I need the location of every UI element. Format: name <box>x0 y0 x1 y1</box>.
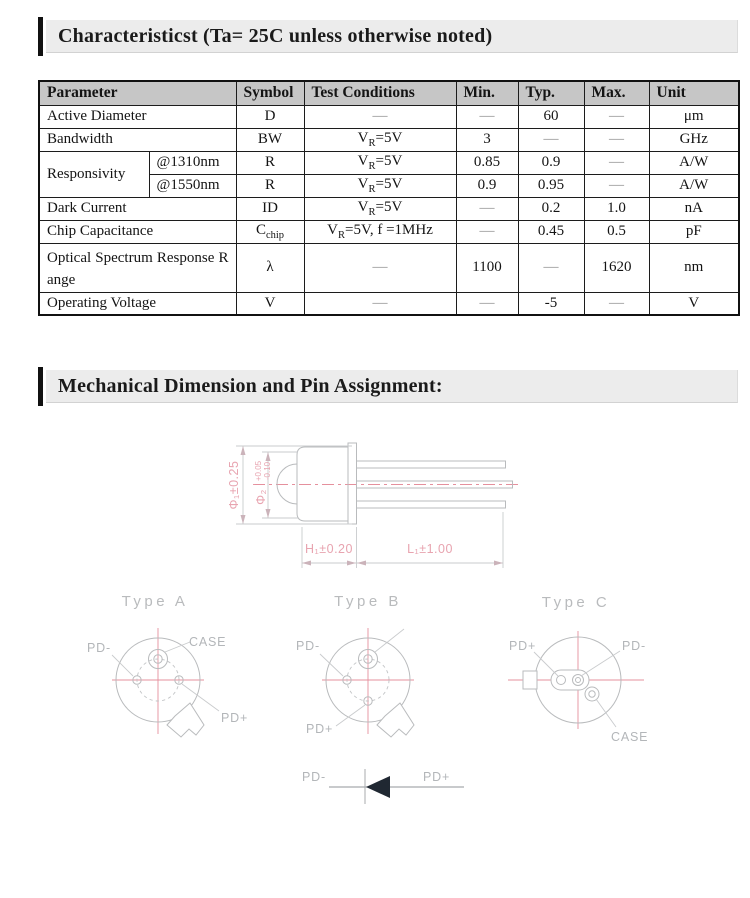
dim-label-phi1: Φ₁±0.25 <box>227 460 241 510</box>
type-a-pd-minus-label: PD- <box>87 641 111 655</box>
symbol-cell: BW <box>236 128 304 151</box>
section-title-mechanical: Mechanical Dimension and Pin Assignment: <box>46 370 738 403</box>
dim-arrow <box>241 515 246 524</box>
leader-line <box>375 629 404 652</box>
max-cell: — <box>584 174 649 197</box>
leader-line <box>320 654 343 676</box>
cond-cell: $V_R=5V$, f =1MHz <box>304 220 456 243</box>
pinout-type-c <box>508 594 648 744</box>
table-row <box>39 220 739 243</box>
case-tab <box>167 703 204 737</box>
case-tab <box>523 671 537 689</box>
max-cell: — <box>584 128 649 151</box>
min-cell: — <box>456 292 518 315</box>
min-cell: — <box>456 105 518 128</box>
cond-cell: — <box>304 292 456 315</box>
typ-cell: 0.2 <box>518 197 584 220</box>
min-cell: — <box>456 197 518 220</box>
type-a-pd-plus-label: PD+ <box>221 711 249 725</box>
param-group-cell: Responsivity <box>39 151 149 197</box>
cond-cell: $V_R=5V$ <box>304 151 456 174</box>
dim-arrow <box>266 509 271 518</box>
unit-cell: μm <box>649 105 739 128</box>
col-symbol: Symbol <box>236 81 304 105</box>
case-pin-inner <box>589 691 595 697</box>
type-b-pd-minus-label: PD- <box>296 639 320 653</box>
dim-label-l1: L₁±1.00 <box>407 542 453 556</box>
characteristics-table <box>38 80 740 316</box>
unit-cell: GHz <box>649 128 739 151</box>
symbol-cell: V <box>236 292 304 315</box>
table-row <box>39 243 739 292</box>
typ-cell: — <box>518 128 584 151</box>
cond-cell: — <box>304 243 456 292</box>
package-side-view <box>227 443 522 568</box>
unit-cell: nA <box>649 197 739 220</box>
type-a-title: Type A <box>121 593 189 610</box>
table-row <box>39 197 739 220</box>
table-row <box>39 128 739 151</box>
col-min: Min. <box>456 81 518 105</box>
package-cap <box>297 447 348 521</box>
symbol-cell: λ <box>236 243 304 292</box>
type-c-pd-minus-label: PD- <box>622 639 646 653</box>
pinout-type-a <box>87 593 248 737</box>
symbol-cell: D <box>236 105 304 128</box>
param-cell: Active Diameter <box>39 105 236 128</box>
typ-cell: — <box>518 243 584 292</box>
unit-cell: V <box>649 292 739 315</box>
typ-cell: 0.95 <box>518 174 584 197</box>
typ-cell: 60 <box>518 105 584 128</box>
max-cell: — <box>584 292 649 315</box>
max-cell: 1.0 <box>584 197 649 220</box>
mechanical-drawing <box>0 420 750 860</box>
table-row <box>39 105 739 128</box>
diode-pd-plus-label: PD+ <box>423 770 451 784</box>
dim-arrow <box>241 446 246 455</box>
type-b-pd-plus-label: PD+ <box>306 722 334 736</box>
type-b-title: Type B <box>334 593 402 610</box>
min-cell: 0.85 <box>456 151 518 174</box>
unit-cell: nm <box>649 243 739 292</box>
diode-triangle <box>366 776 390 798</box>
symbol-cell: $C_{chip}$ <box>236 220 304 243</box>
min-cell: 3 <box>456 128 518 151</box>
min-cell: 1100 <box>456 243 518 292</box>
symbol-cell: R <box>236 174 304 197</box>
col-unit: Unit <box>649 81 739 105</box>
dim-arrow <box>266 452 271 461</box>
param-cell: Dark Current <box>39 197 236 220</box>
max-cell: — <box>584 151 649 174</box>
cond-cell: $V_R=5V$ <box>304 128 456 151</box>
col-max: Max. <box>584 81 649 105</box>
table-header-row <box>39 81 739 105</box>
param-cell: Chip Capacitance <box>39 220 236 243</box>
leader-line <box>596 699 616 727</box>
case-tab <box>377 703 414 737</box>
case-pin <box>585 687 599 701</box>
leader-line <box>581 651 620 676</box>
package-lead-top <box>357 461 506 468</box>
package-lens <box>277 464 297 504</box>
max-cell: — <box>584 105 649 128</box>
dim-label-phi2-tolerance-down: -0.10 <box>263 461 272 481</box>
dim-arrow <box>347 561 356 566</box>
pinout-type-b <box>296 593 414 737</box>
col-parameter: Parameter <box>39 81 236 105</box>
param-sub-cell: @1550nm <box>149 174 236 197</box>
min-cell: 0.9 <box>456 174 518 197</box>
type-a-case-label: CASE <box>189 635 227 649</box>
type-c-case-label: CASE <box>611 730 649 744</box>
symbol-cell: R <box>236 151 304 174</box>
table-row <box>39 151 739 174</box>
unit-cell: A/W <box>649 151 739 174</box>
param-cell: Optical Spectrum Response Range <box>39 243 236 292</box>
leader-line <box>165 642 190 652</box>
cond-cell: $V_R=5V$ <box>304 197 456 220</box>
dim-arrow <box>494 561 503 566</box>
dim-label-phi2: Φ₂ <box>254 489 268 505</box>
typ-cell: 0.45 <box>518 220 584 243</box>
leader-line <box>336 705 365 726</box>
dim-arrow <box>357 561 366 566</box>
max-cell: 1620 <box>584 243 649 292</box>
symbol-cell: ID <box>236 197 304 220</box>
section-rule <box>38 17 43 56</box>
param-cell: Operating Voltage <box>39 292 236 315</box>
dim-label-h1: H₁±0.20 <box>305 542 353 556</box>
unit-cell: A/W <box>649 174 739 197</box>
section-rule <box>38 367 43 406</box>
typ-cell: -5 <box>518 292 584 315</box>
cond-cell: $V_R=5V$ <box>304 174 456 197</box>
col-typ: Typ. <box>518 81 584 105</box>
section-title-characteristics: Characteristicst (Ta= 25C unless otherwise noted) <box>46 20 738 53</box>
type-c-pd-plus-label: PD+ <box>509 639 537 653</box>
cond-cell: — <box>304 105 456 128</box>
photodiode-symbol <box>302 769 464 804</box>
diode-pd-minus-label: PD- <box>302 770 326 784</box>
package-lead-bottom <box>357 501 506 508</box>
unit-cell: pF <box>649 220 739 243</box>
table-row <box>39 292 739 315</box>
type-c-title: Type C <box>541 594 611 611</box>
param-sub-cell: @1310nm <box>149 151 236 174</box>
max-cell: 0.5 <box>584 220 649 243</box>
min-cell: — <box>456 220 518 243</box>
dim-arrow <box>302 561 311 566</box>
typ-cell: 0.9 <box>518 151 584 174</box>
package-flange <box>348 443 357 524</box>
dim-label-phi2-tolerance-up: +0.05 <box>254 460 263 482</box>
param-cell: Bandwidth <box>39 128 236 151</box>
col-test-conditions: Test Conditions <box>304 81 456 105</box>
